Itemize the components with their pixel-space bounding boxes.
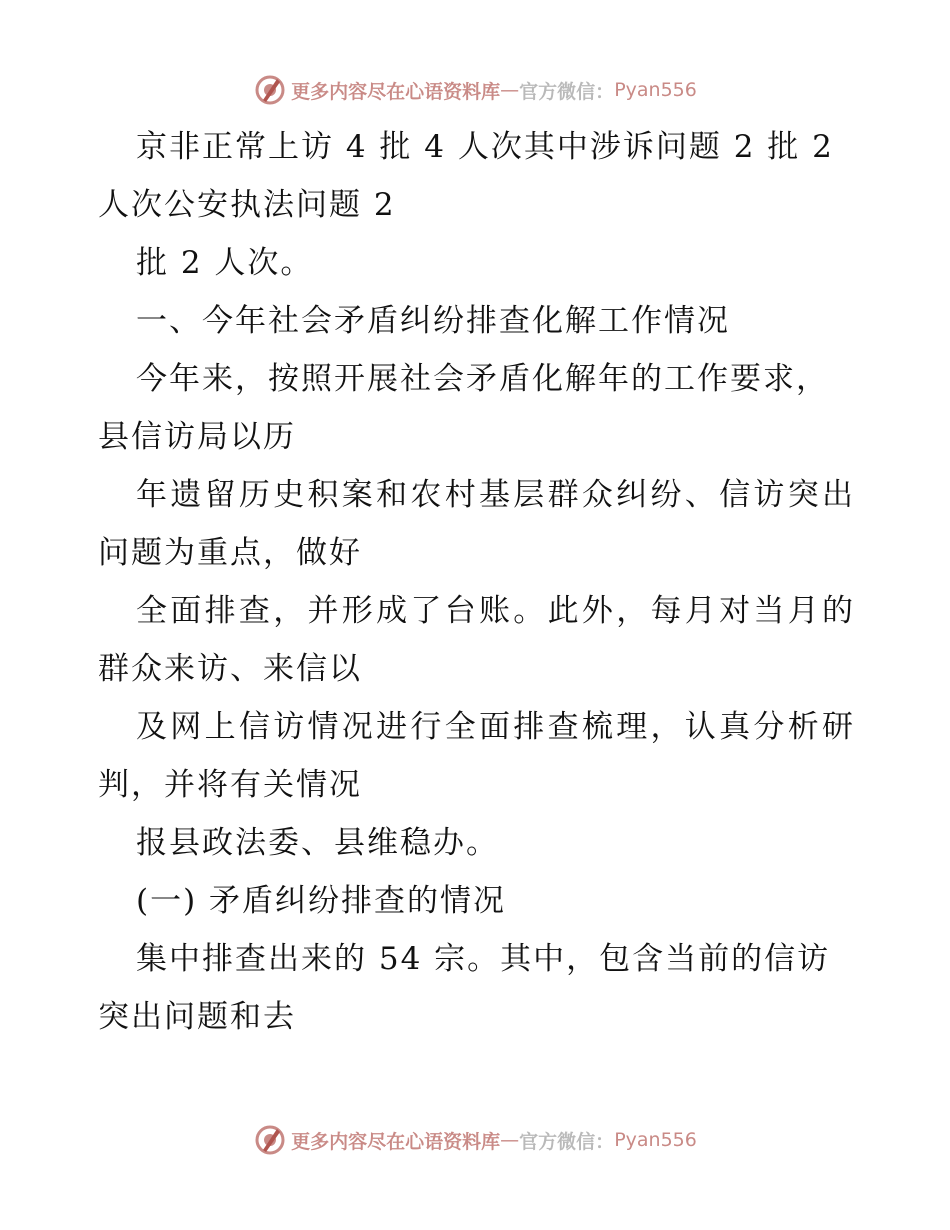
- body-line: 报县政法委、县维稳办。: [136, 825, 499, 861]
- body-line: 年遗留历史积案和农村基层群众纠纷、信访突出: [136, 477, 857, 513]
- pen-logo-icon: [253, 73, 287, 107]
- banner-wechat-id: Pyan556: [614, 79, 697, 101]
- banner-wechat-id: Pyan556: [614, 1129, 697, 1151]
- body-line: 集中排查出来的 54 宗。其中，包含当前的信访: [136, 941, 831, 977]
- body-line: 群众来访、来信以: [98, 651, 362, 687]
- pen-logo-icon: [253, 1123, 287, 1157]
- footer-banner: [0, 1120, 950, 1160]
- body-line: 突出问题和去: [98, 999, 296, 1035]
- body-line: 县信访局以历: [98, 419, 296, 455]
- body-line: 及网上信访情况进行全面排查梳理，认真分析研: [136, 709, 857, 745]
- section-heading: 一、今年社会矛盾纠纷排查化解工作情况: [136, 303, 730, 339]
- banner-text: 更多内容尽在心语资料库: [291, 1130, 501, 1153]
- subsection-heading: (一) 矛盾纠纷排查的情况: [136, 883, 507, 919]
- body-line: 人次公安执法问题 2: [98, 187, 396, 223]
- banner-wechat-label: 官方微信：: [519, 1130, 615, 1153]
- body-line: 判，并将有关情况: [98, 767, 362, 803]
- header-banner: [0, 70, 950, 110]
- body-line: 问题为重点，做好: [98, 535, 362, 571]
- banner-separator: —: [500, 79, 520, 101]
- body-line: 批 2 人次。: [136, 245, 314, 281]
- body-line: 全面排查，并形成了台账。此外，每月对当月的: [136, 593, 857, 629]
- body-line: 今年来，按照开展社会矛盾化解年的工作要求，: [136, 361, 829, 397]
- body-line: 京非正常上访 4 批 4 人次其中涉诉问题 2 批 2: [136, 129, 834, 165]
- document-body: [98, 118, 858, 1046]
- banner-separator: —: [500, 1129, 520, 1151]
- banner-wechat-label: 官方微信：: [519, 80, 615, 103]
- banner-text: 更多内容尽在心语资料库: [291, 80, 501, 103]
